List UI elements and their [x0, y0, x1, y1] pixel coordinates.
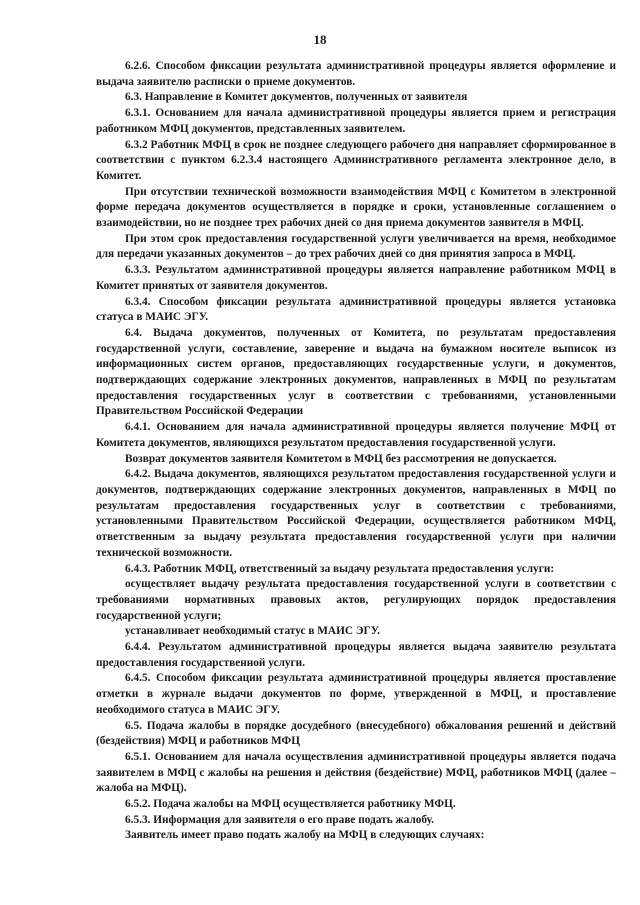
paragraph-6-4-1: 6.4.1. Основанием для начала административной процедуры является получение МФЦ от Комитета документов, являющихся результатом предоставления государственной услуги. — [96, 421, 616, 449]
paragraph-6-5-3: 6.5.3. Информация для заявителя о его праве подать жалобу. — [125, 813, 434, 826]
paragraph-6-3-4: 6.3.4. Способом фиксации результата административной процедуры является установка статуса в МАИС ЭГУ. — [96, 295, 616, 324]
paragraph-6-4-4: 6.4.4. Результатом административной процедуры является выдача заявителю результата предоставления государственной услуги. — [96, 641, 616, 669]
paragraph-6-2-6: 6.2.6. Способом фиксации результата административной процедуры является оформление и выдача заявителю расписки о приеме документов. — [96, 60, 616, 88]
paragraph-6-3-2: 6.3.2 Работник МФЦ в срок не позднее следующего рабочего дня направляет сформированное в соответствии с пунктом 6.2.3.4 настоящего Административного регламента электронное дело, в Комитет. — [96, 138, 616, 182]
paragraph-6-3-3: 6.3.3. Результатом административной процедуры является направление работником МФЦ в Комитет принятых от заявителя документов. — [96, 264, 616, 292]
paragraph-6-4-2: 6.4.2. Выдача документов, являющихся результатом предоставления государственной услуги и документов, подтверждающих содержание электронных документов, направленных в МФЦ по результатам предоставления государственных услуг в соответствии с требованиями, установленными Правительством Российской Федерации, осуществляется работником МФЦ, ответственным за выдачу результата предоставления государственной услуги при наличии технической возможности. — [96, 468, 616, 559]
heading-6-4: 6.4. Выдача документов, полученных от Комитета, по результатам предоставления государственной услуги, составление, заверение и выдача на бумажном носителе выписок из информационных систем органов, предоставляющих государственные услуги, и документов, подтверждающих содержание электронных документов, направленных в МФЦ по результатам предоставления государственных услуг в соответствии с требованиями, установленными Правительством Российской Федерации — [96, 326, 616, 418]
paragraph-6-3-1: 6.3.1. Основанием для начала административной процедуры является прием и регистрация работником МФЦ документов, представленных заявителем. — [96, 107, 616, 135]
paragraph-issues-result: осуществляет выдачу результата предоставления государственной услуги в соответствии с требованиями нормативных правовых актов, регулирующих порядок предоставления государственной услуги; — [96, 578, 616, 622]
paragraph-6-4-3: 6.4.3. Работник МФЦ, ответственный за выдачу результата предоставления услуги: — [125, 562, 555, 575]
heading-6-3: 6.3. Направление в Комитет документов, полученных от заявителя — [125, 91, 468, 104]
paragraph-term-extension: При этом срок предоставления государственной услуги увеличивается на время, необходимое для передачи указанных документов – до трех рабочих дней со дня принятия запроса в МФЦ. — [96, 232, 616, 261]
paragraph-6-5-1: 6.5.1. Основанием для начала осуществления административной процедуры является подача заявителем в МФЦ с жалобы на решения и действия (бездействие) МФЦ, работников МФЦ (далее – жалоба на МФЦ). — [96, 750, 616, 795]
paragraph-6-4-5: 6.4.5. Способом фиксации результата административной процедуры является проставление отметки в журнале выдачи документов по форме, утвержденной в МФЦ, и проставление необходимого статуса в МАИС ЭГУ. — [96, 672, 616, 716]
heading-6-5: 6.5. Подача жалобы в порядке досудебного (внесудебного) обжалования решений и действий (бездействия) МФЦ и работников МФЦ — [96, 719, 616, 748]
paragraph-no-tech-capability: При отсутствии технической возможности взаимодействия МФЦ с Комитетом в электронной форме передача документов осуществляется в порядке и сроки, установленные соглашением о взаимодействии, но не позднее трех рабочих дней со дня приема документов заявителя в МФЦ. — [96, 185, 616, 230]
paragraph-6-5-2: 6.5.2. Подача жалобы на МФЦ осуществляется работнику МФЦ. — [125, 798, 456, 811]
paragraph-return-not-allowed: Возврат документов заявителя Комитетом в МФЦ без рассмотрения не допускается. — [125, 452, 557, 465]
document-body — [96, 59, 616, 844]
paragraph-complaint-cases: Заявитель имеет право подать жалобу на МФЦ в следующих случаях: — [125, 829, 485, 842]
paragraph-sets-status: устанавливает необходимый статус в МАИС ЭГУ. — [125, 625, 380, 638]
page-number: 18 — [313, 32, 327, 47]
